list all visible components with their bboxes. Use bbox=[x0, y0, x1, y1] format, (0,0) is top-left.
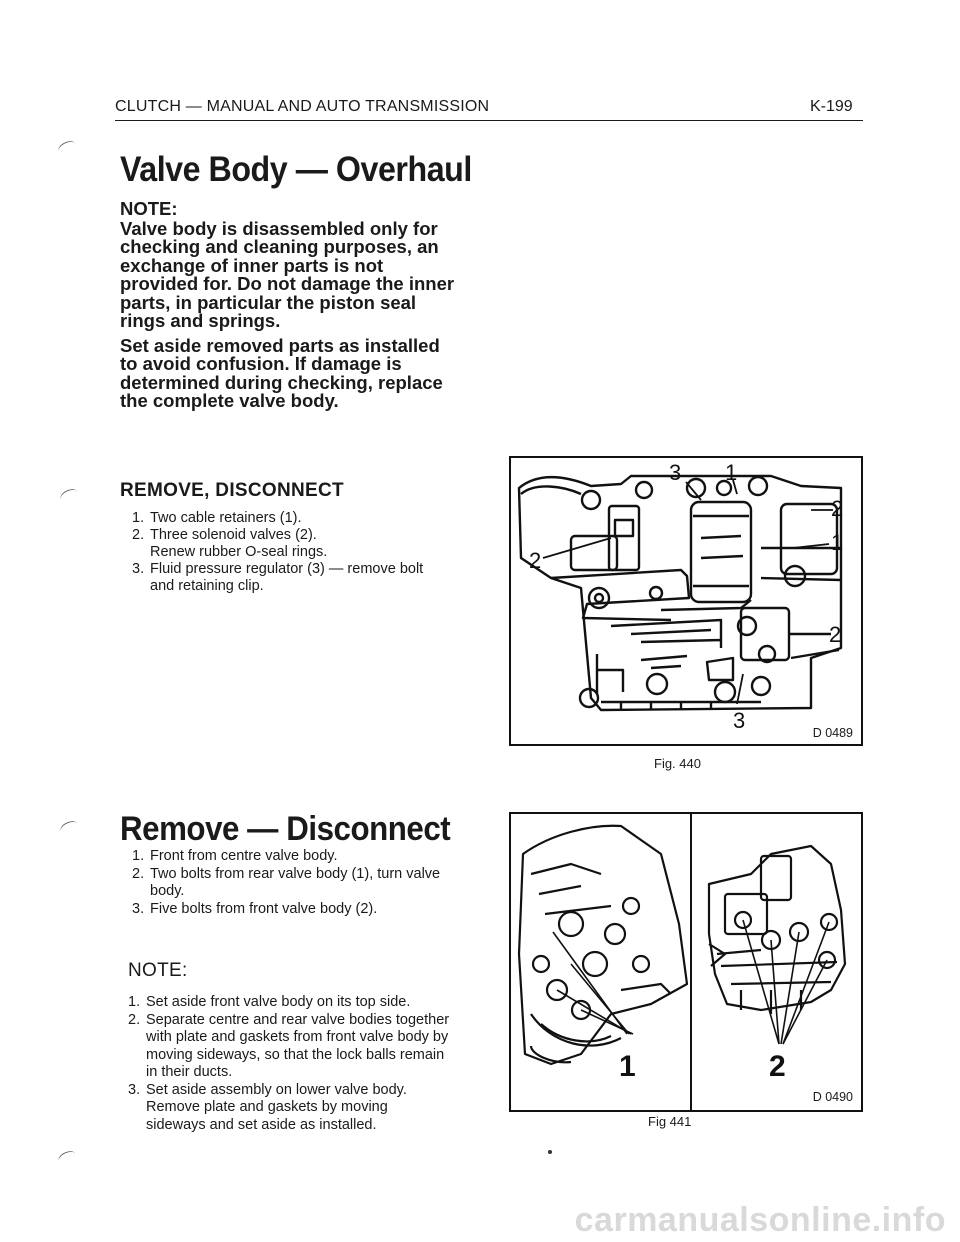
list-item: 1. Front from centre valve body. bbox=[132, 848, 338, 864]
figure-440 bbox=[509, 456, 863, 746]
valve-body-bolts-illustration bbox=[511, 814, 861, 1110]
note-label: NOTE: bbox=[128, 960, 188, 981]
note-list bbox=[128, 994, 450, 1134]
figure-441 bbox=[509, 812, 863, 1112]
valve-body-illustration bbox=[511, 458, 861, 744]
list-item: 1. Set aside front valve body on its top side. bbox=[128, 994, 411, 1010]
callout-label: 1 bbox=[725, 460, 738, 485]
list-item: 2. Separate centre and rear valve bodies together with plate and gaskets from front valve body by moving sideways, so that the lock balls remain in their ducts. bbox=[128, 1011, 450, 1080]
note-paragraph: Set aside removed parts as installed to avoid confusion. If damage is determined during checking, replace the complete valve body. bbox=[120, 334, 443, 411]
margin-mark bbox=[59, 487, 80, 505]
page-number: K-199 bbox=[810, 98, 853, 115]
section-title: REMOVE, DISCONNECT bbox=[120, 480, 344, 501]
page-title: Valve Body — Overhaul bbox=[120, 150, 472, 189]
figure-code: D 0490 bbox=[812, 1090, 853, 1104]
figure-caption: Fig. 440 bbox=[654, 756, 701, 771]
watermark: carmanualsonline.info bbox=[574, 1201, 946, 1239]
list-item: 3. Five bolts from front valve body (2). bbox=[132, 900, 378, 917]
list-item: 1. Two cable retainers (1). bbox=[132, 510, 302, 526]
steps-list bbox=[132, 510, 442, 595]
header-rule bbox=[115, 120, 863, 121]
running-header-section: CLUTCH — MANUAL AND AUTO TRANSMISSION bbox=[115, 98, 490, 115]
list-item: 3. Set aside assembly on lower valve body. Remove plate and gaskets by moving sideways and set aside as installed. bbox=[128, 1081, 407, 1133]
scan-dot bbox=[548, 1150, 552, 1154]
steps-list bbox=[132, 848, 442, 918]
callout-label: 1 bbox=[619, 1050, 636, 1083]
callout-label: 2 bbox=[829, 622, 842, 647]
figure-code: D 0489 bbox=[812, 726, 853, 740]
note-block bbox=[120, 200, 460, 417]
callout-label: 2 bbox=[831, 496, 844, 521]
note-paragraph: Valve body is disassembled only for checking and cleaning purposes, an exchange of inner parts is not provided for. Do not damage the inner parts, in particular the piston seal rings and springs. bbox=[120, 217, 455, 331]
figure-caption: Fig 441 bbox=[648, 1114, 692, 1129]
margin-mark bbox=[57, 1149, 78, 1167]
callout-label: 3 bbox=[733, 708, 746, 733]
note-label: NOTE: bbox=[120, 198, 178, 219]
list-item: 3. Fluid pressure regulator (3) — remove bolt and retaining clip. bbox=[132, 561, 424, 594]
margin-mark bbox=[57, 139, 78, 157]
list-item: 2. Three solenoid valves (2). Renew rubber O-seal rings. bbox=[132, 527, 328, 560]
callout-label: 3 bbox=[669, 460, 682, 485]
list-item: 2. Two bolts from rear valve body (1), turn valve body. bbox=[132, 865, 441, 899]
callout-label: 1 bbox=[831, 530, 844, 555]
section-heading: Remove — Disconnect bbox=[120, 810, 451, 848]
margin-mark bbox=[59, 819, 80, 837]
callout-label: 2 bbox=[769, 1050, 786, 1083]
callout-label: 2 bbox=[529, 548, 542, 573]
